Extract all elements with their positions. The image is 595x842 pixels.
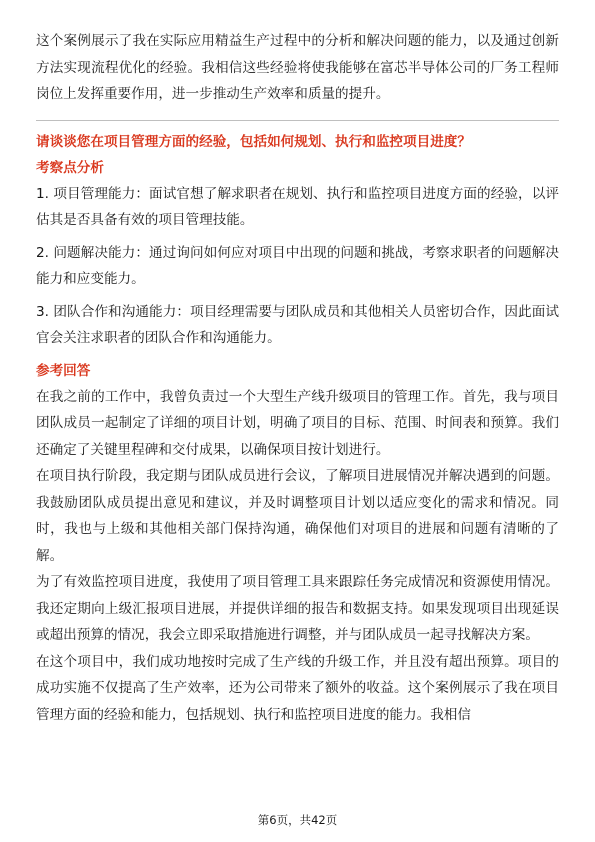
- question-heading: 请谈谈您在项目管理方面的经验，包括如何规划、执行和监控项目进度？: [36, 133, 471, 150]
- answer-paragraph: 在我之前的工作中，我曾负责过一个大型生产线升级项目的管理工作。首先，我与项目团队成员一起制定了详细的项目计划，明确了项目的目标、范围、时间表和预算。我们还确定了关键里程碑和交付成果，以确保项目按计划进行。: [36, 388, 559, 458]
- intro-paragraph: 这个案例展示了我在实际应用精益生产过程中的分析和解决问题的能力，以及通过创新方法实现流程优化的经验。我相信这些经验将使我能够在富芯半导体公司的厂务工程师岗位上发挥重要作用，进一步推动生产效率和质量的提升。: [36, 33, 559, 102]
- answer-section: [36, 358, 559, 729]
- document-page: [36, 28, 559, 728]
- answer-heading: 参考回答: [36, 362, 91, 379]
- analysis-item: 2. 问题解决能力：通过询问如何应对项目中出现的问题和挑战，考察求职者的问题解决能力和应变能力。: [36, 244, 559, 287]
- page-number-footer: 第6页，共42页: [257, 813, 338, 827]
- answer-paragraph: 在这个项目中，我们成功地按时完成了生产线的升级工作，并且没有超出预算。项目的成功实施不仅提高了生产效率，还为公司带来了额外的收益。这个案例展示了我在项目管理方面的经验和能力，包括规划、执行和监控项目进度的能力。我相信: [36, 653, 559, 723]
- analysis-section: [36, 155, 559, 352]
- analysis-heading: 考察点分析: [36, 159, 104, 176]
- analysis-item: 3. 团队合作和沟通能力：项目经理需要与团队成员和其他相关人员密切合作，因此面试官会关注求职者的团队合作和沟通能力。: [36, 303, 559, 346]
- answer-paragraph: 为了有效监控项目进度，我使用了项目管理工具来跟踪任务完成情况和资源使用情况。我还定期向上级汇报项目进展，并提供详细的报告和数据支持。如果发现项目出现延误或超出预算的情况，我会立即采取措施进行调整，并与团队成员一起寻找解决方案。: [36, 574, 559, 643]
- analysis-item: 1. 项目管理能力：面试官想了解求职者在规划、执行和监控项目进度方面的经验，以评估其是否具备有效的项目管理技能。: [36, 185, 559, 228]
- section-divider: [36, 120, 559, 121]
- answer-paragraph: 在项目执行阶段，我定期与团队成员进行会议，了解项目进展情况并解决遇到的问题。我鼓励团队成员提出意见和建议，并及时调整项目计划以适应变化的需求和情况。同时，我也与上级和其他相关部门保持沟通，确保他们对项目的进展和问题有清晰的了解。: [36, 468, 559, 564]
- intro-section: [36, 28, 559, 108]
